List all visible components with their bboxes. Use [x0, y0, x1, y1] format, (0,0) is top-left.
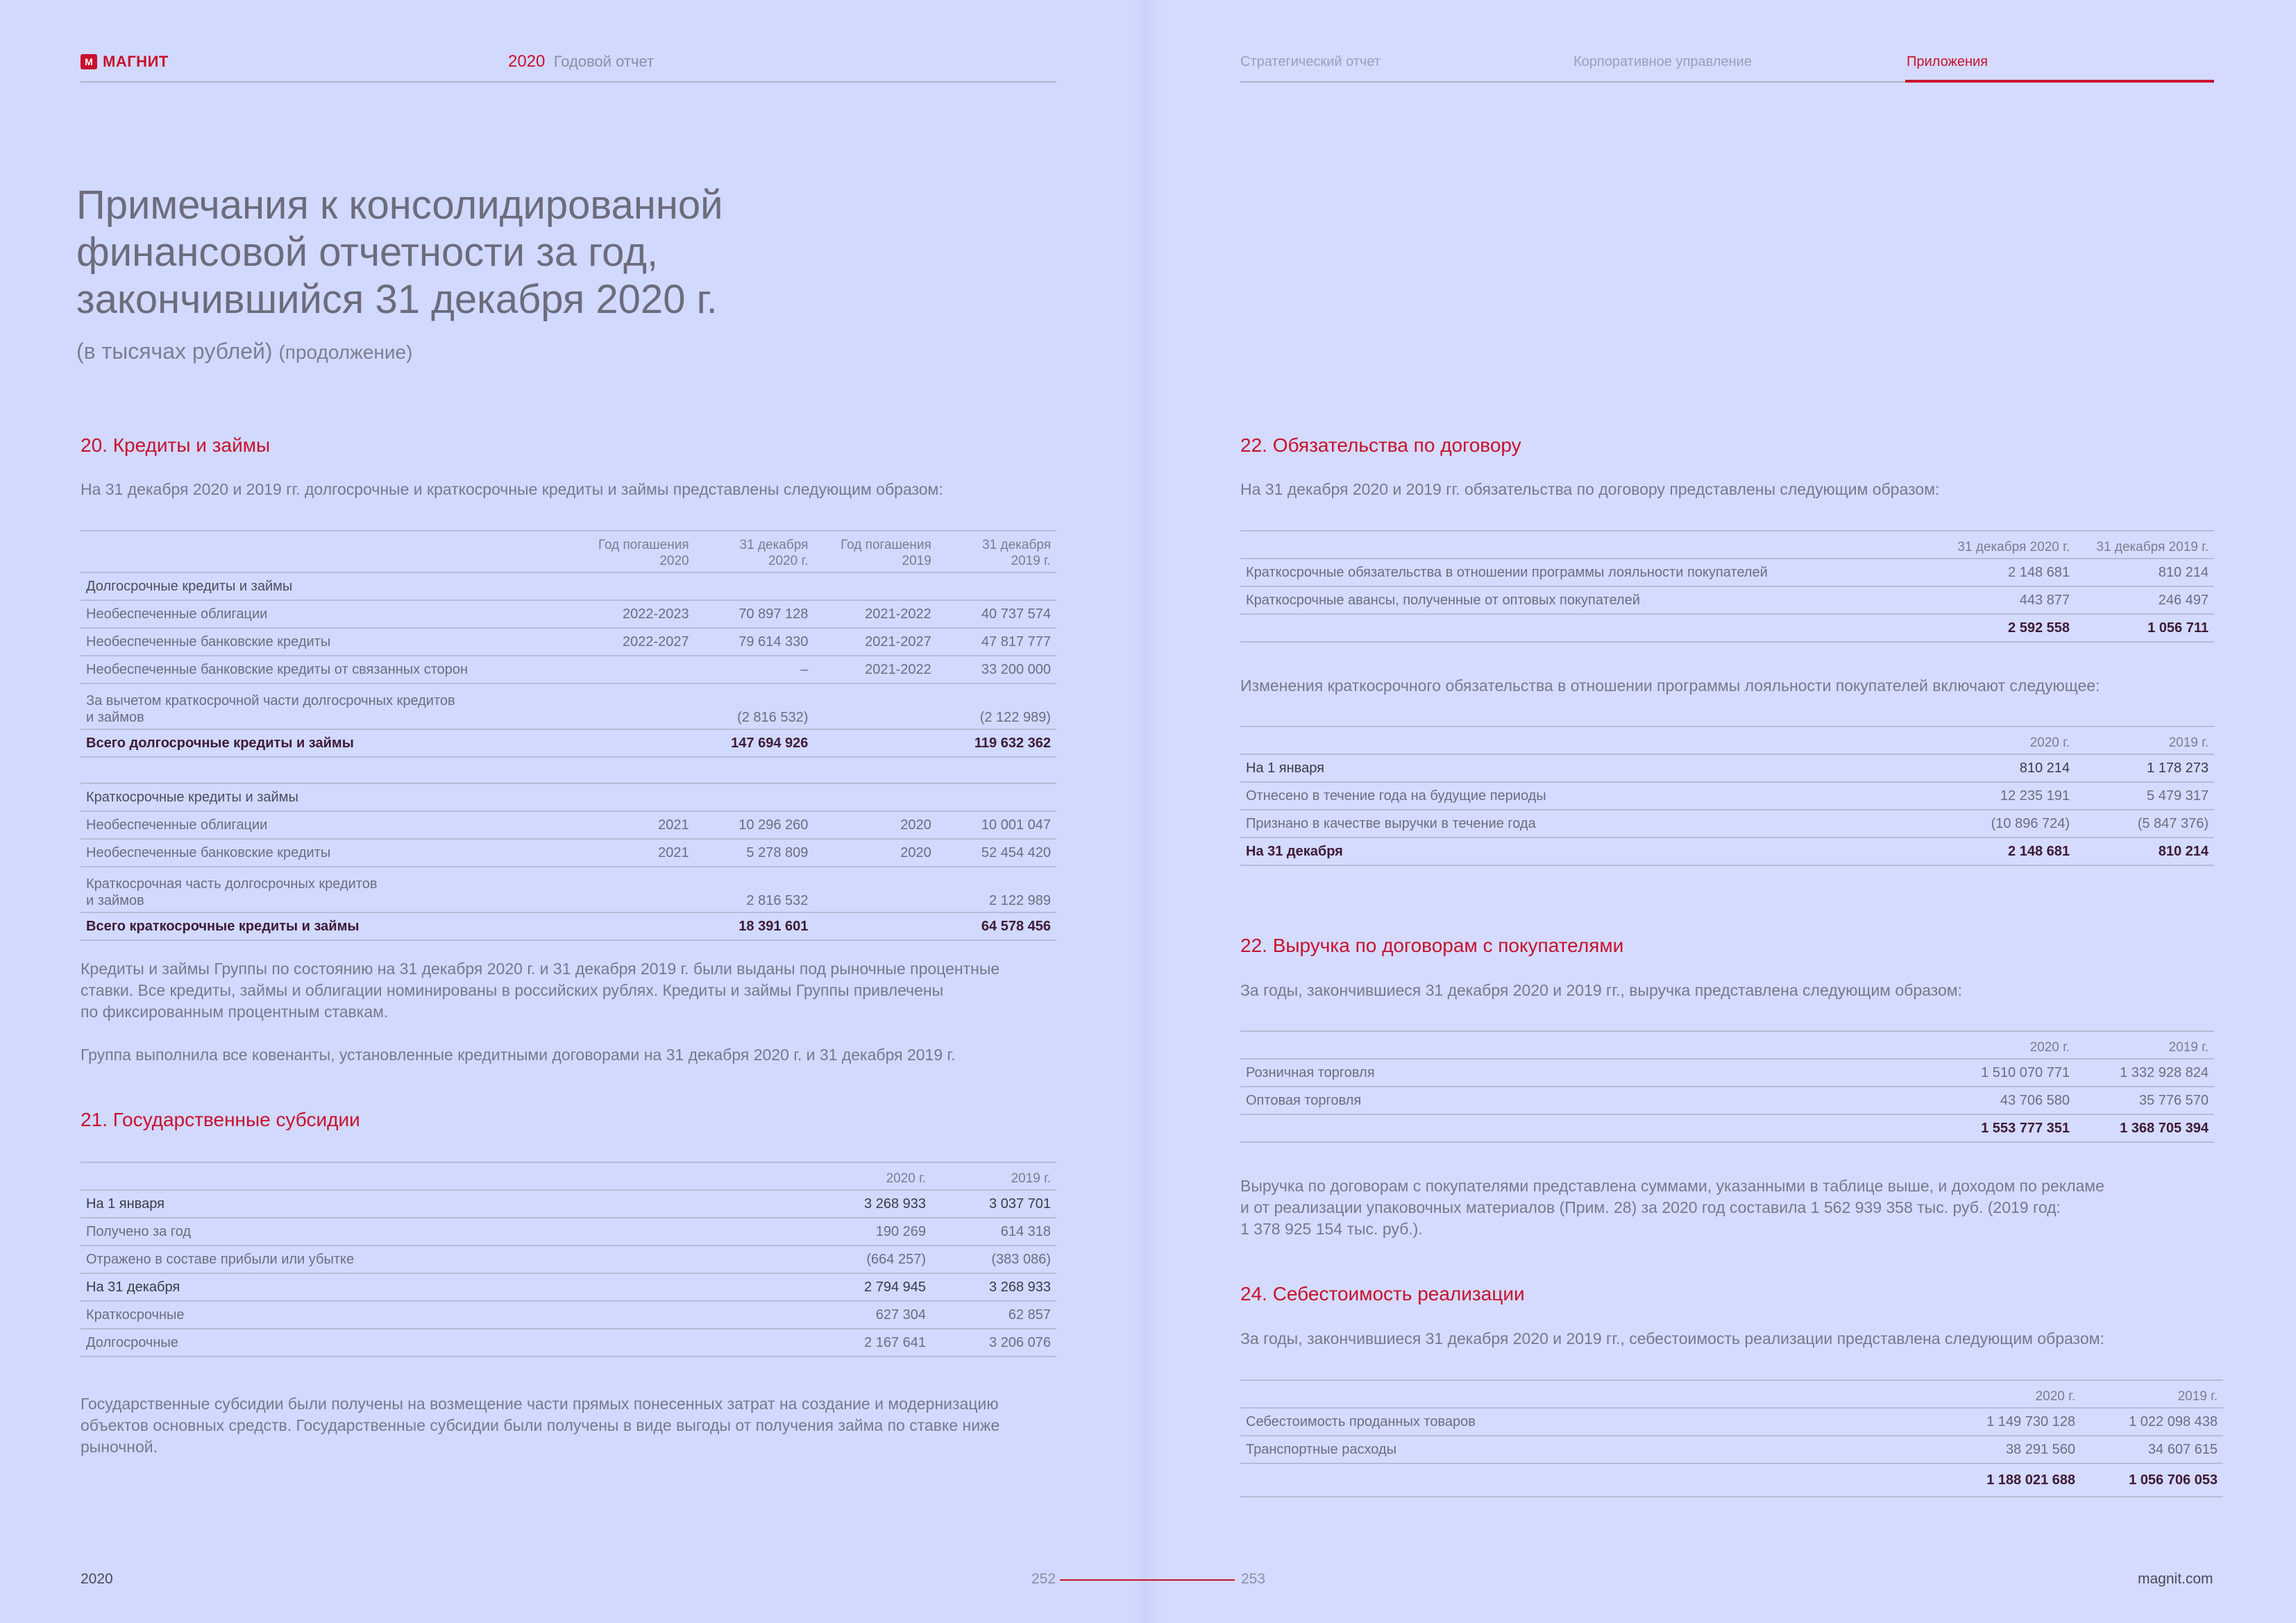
table-row: На 1 января 3 268 933 3 037 701 — [81, 1190, 1056, 1218]
loyalty-changes-intro: Изменения краткосрочного обязательства в отношении программы лояльности покупателей включают следующее: — [1240, 677, 2100, 695]
short-term-group-label: Краткосрочные кредиты и займы — [81, 783, 500, 811]
table-row-total: Всего краткосрочные кредиты и займы 18 391 601 64 578 456 — [81, 912, 1056, 940]
magnit-logo-text: МАГНИТ — [103, 53, 169, 70]
nav-strategic-report[interactable]: Стратегический отчет — [1240, 54, 1381, 69]
section-22-revenue-note: Выручка по договорам с покупателями представлена суммами, указанными в таблице выше, и доходом по рекламе и от реализации упаковочных материалов (Прим. 28) за 2020 год составила 1 562 939 358 тыс. руб. (2019 год: 1 378 925 154 тыс. руб.). — [1240, 1177, 2104, 1238]
footer-site-link[interactable]: magnit.com — [2138, 1571, 2213, 1587]
table-row-total: 1 188 021 688 1 056 706 053 — [1240, 1463, 2223, 1497]
table-row — [81, 572, 1056, 600]
loyalty-changes-table — [1240, 726, 2214, 866]
footer-page-right: 253 — [1241, 1571, 1266, 1587]
table-row: Розничная торговля 1 510 070 771 1 332 928 824 — [1240, 1059, 2214, 1087]
table-row: Краткосрочные обязательства в отношении программы лояльности покупателей 2 148 681 810 214 — [1240, 559, 2214, 586]
footer-year: 2020 — [81, 1571, 113, 1587]
table-row: Необеспеченные банковские кредиты 2021 5 278 809 2020 52 454 420 — [81, 839, 1056, 867]
page-subtitle — [76, 339, 412, 364]
cost-of-sales-header: 2020 г. 2019 г. — [1240, 1380, 2223, 1408]
table-row-total: 1 553 777 351 1 368 705 394 — [1240, 1114, 2214, 1142]
table-row-total: На 31 декабря 2 148 681 810 214 — [1240, 838, 2214, 865]
table-row: Необеспеченные банковские кредиты 2022-2027 79 614 330 2021-2027 47 817 777 — [81, 628, 1056, 656]
section-22-contract-intro: На 31 декабря 2020 и 2019 гг. обязательства по договору представлены следующим образом: — [1240, 480, 1940, 498]
table-row: Признано в качестве выручки в течение года (10 896 724) (5 847 376) — [1240, 810, 2214, 838]
section-24-title: 24. Себестоимость реализации — [1240, 1283, 1525, 1305]
section-21-note: Государственные субсидии были получены на возмещение части прямых понесенных затрат на создание и модернизацию объектов основных средств. Государственные субсидии были получены в виде выгоды от получения займа по ставке ниже рыночной. — [81, 1395, 1000, 1456]
table-row: Транспортные расходы 38 291 560 34 607 615 — [1240, 1436, 2223, 1463]
section-22-contract-title: 22. Обязательства по договору — [1240, 434, 1521, 456]
page-gutter — [1131, 0, 1165, 1623]
report-title: Годовой отчет — [553, 53, 655, 70]
page-title-line-1: Примечания к консолидированной — [76, 182, 723, 228]
loyalty-changes-header: 2020 г. 2019 г. — [1240, 726, 2214, 754]
subsidies-table-header: 2020 г. 2019 г. — [81, 1162, 1056, 1190]
report-year: 2020 — [508, 52, 546, 71]
contract-liabilities-table — [1240, 530, 2214, 643]
revenue-table-header: 2020 г. 2019 г. — [1240, 1031, 2214, 1059]
page-title-line-3: закончившийся 31 декабря 2020 г. — [76, 277, 718, 322]
revenue-table — [1240, 1030, 2214, 1143]
nav-appendices[interactable]: Приложения — [1907, 54, 1989, 69]
subtitle-continued: (продолжение) — [278, 341, 413, 363]
table-row: На 31 декабря 2 794 945 3 268 933 — [81, 1273, 1056, 1301]
table-row: На 1 января 810 214 1 178 273 — [1240, 754, 2214, 782]
page-title — [76, 182, 909, 323]
nav-active-underline — [1905, 80, 2214, 83]
subsidies-table — [81, 1162, 1056, 1357]
contract-liabilities-header: 31 декабря 2020 г. 31 декабря 2019 г. — [1240, 531, 2214, 559]
loans-table — [81, 530, 1056, 941]
table-row: Оптовая торговля 43 706 580 35 776 570 — [1240, 1087, 2214, 1114]
loans-table-header: Год погашения 2020 31 декабря 2020 г. Год погашения 2019 31 декабря 2019 г. — [81, 531, 1056, 572]
table-row: Долгосрочные 2 167 641 3 206 076 — [81, 1329, 1056, 1357]
table-row: Получено за год 190 269 614 318 — [81, 1218, 1056, 1246]
table-row: Краткосрочные авансы, полученные от оптовых покупателей 443 877 246 497 — [1240, 586, 2214, 614]
cost-of-sales-table — [1240, 1379, 2223, 1497]
section-20-intro: На 31 декабря 2020 и 2019 гг. долгосрочные и краткосрочные кредиты и займы представлены следующим образом: — [81, 480, 943, 498]
table-row: Отражено в составе прибыли или убытке (664 257) (383 086) — [81, 1246, 1056, 1273]
page-title-line-2: финансовой отчетности за год, — [76, 230, 659, 275]
long-term-group-label: Долгосрочные кредиты и займы — [81, 572, 500, 600]
table-row: Краткосрочные 627 304 62 857 — [81, 1301, 1056, 1329]
footer-page-left: 252 — [1031, 1571, 1056, 1587]
subtitle-units: (в тысячах рублей) — [76, 339, 273, 364]
section-22-revenue-intro: За годы, закончившиеся 31 декабря 2020 и 2019 гг., выручка представлена следующим образом: — [1240, 981, 1962, 999]
table-row-total: Всего долгосрочные кредиты и займы 147 694 926 119 632 362 — [81, 729, 1056, 757]
section-20-title: 20. Кредиты и займы — [81, 434, 271, 456]
table-spacer — [81, 757, 1056, 783]
table-row: Отнесено в течение года на будущие периоды 12 235 191 5 479 317 — [1240, 782, 2214, 810]
table-row-total: 2 592 558 1 056 711 — [1240, 614, 2214, 642]
table-row — [81, 783, 1056, 811]
table-row: Себестоимость проданных товаров 1 149 730 128 1 022 098 438 — [1240, 1408, 2223, 1436]
section-20-note-2: Группа выполнила все ковенанты, установленные кредитными договорами на 31 декабря 2020 г. и 31 декабря 2019 г. — [81, 1046, 956, 1064]
magnit-logo[interactable] — [81, 53, 169, 71]
table-row: Необеспеченные облигации 2022-2023 70 897 128 2021-2022 40 737 574 — [81, 600, 1056, 628]
table-row: Необеспеченные облигации 2021 10 296 260 2020 10 001 047 — [81, 811, 1056, 839]
section-21-title: 21. Государственные субсидии — [81, 1109, 360, 1130]
report-label — [508, 52, 654, 71]
magnit-logo-icon: М — [81, 54, 97, 69]
footer-divider — [1060, 1579, 1235, 1581]
table-row: Необеспеченные банковские кредиты от связанных сторон – 2021-2022 33 200 000 — [81, 656, 1056, 683]
table-row: Краткосрочная часть долгосрочных кредитов и займов 2 816 532 2 122 989 — [81, 867, 1056, 912]
section-20-note-1: Кредиты и займы Группы по состоянию на 31 декабря 2020 г. и 31 декабря 2019 г. были выданы под рыночные процентные ставки. Все кредиты, займы и облигации номинированы в российских рублях. Кредиты и займы Группы привлечены по фиксированным процентным ставкам. — [81, 960, 1000, 1021]
nav-corporate-governance[interactable]: Корпоративное управление — [1573, 54, 1752, 69]
section-24-intro: За годы, закончившиеся 31 декабря 2020 и 2019 гг., себестоимость реализации представлена следующим образом: — [1240, 1329, 2104, 1348]
section-22-revenue-title: 22. Выручка по договорам с покупателями — [1240, 935, 1624, 956]
table-row: За вычетом краткосрочной части долгосрочных кредитов и займов (2 816 532) (2 122 989) — [81, 683, 1056, 729]
header-divider-left — [81, 81, 1056, 83]
